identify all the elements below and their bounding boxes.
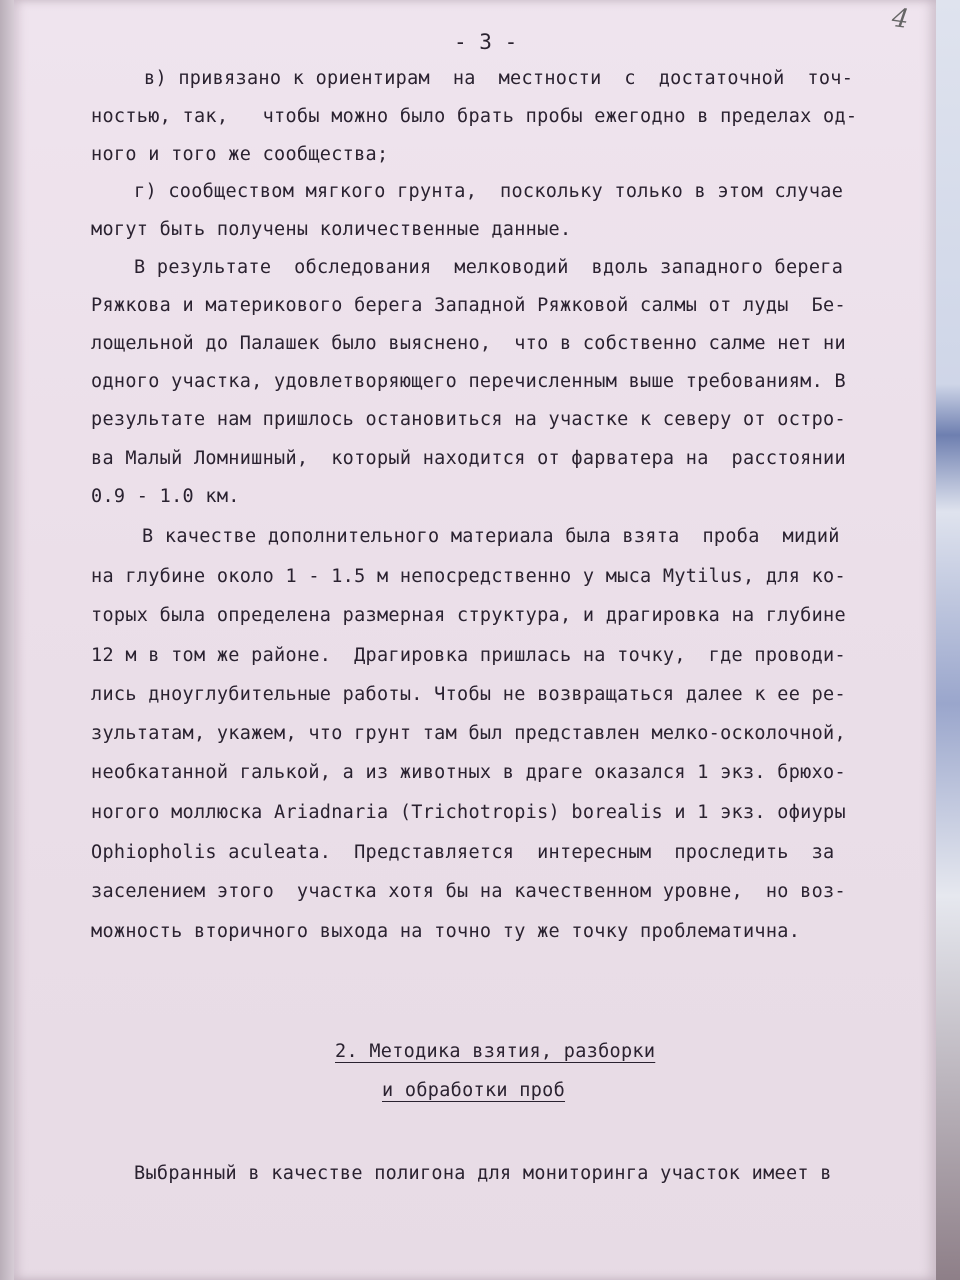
text-line: Выбранный в качестве полигона для мониторинга участок имеет в: [134, 1163, 832, 1184]
document-page: [14, 0, 936, 1280]
text-line: В качестве дополнительного материала была взята проба мидий: [142, 526, 840, 547]
text-line: на глубине около 1 - 1.5 м непосредственно у мыса Mytilus, для ко-: [91, 566, 846, 587]
text-line: в) привязано к ориентирам на местности с достаточной точ-: [144, 68, 854, 89]
text-line: 12 м в том же районе. Драгировка пришлась на точку, где проводи-: [91, 645, 846, 666]
page-number: - 3 -: [454, 30, 518, 54]
text-line: необкатанной галькой, а из животных в драге оказался 1 экз. брюхо-: [91, 762, 846, 783]
text-line: могут быть получены количественные данные.: [91, 219, 572, 240]
text-line: одного участка, удовлетворяющего перечисленным выше требованиям. В: [91, 371, 846, 392]
text-line: Ряжкова и материкового берега Западной Ряжковой салмы от луды Бе-: [91, 295, 846, 316]
text-line: лощельной до Палашек было выяснено, что в собственно салме нет ни: [91, 333, 846, 354]
section-heading-line-2: и обработки проб: [382, 1080, 566, 1101]
text-line: В результате обследования мелководий вдоль западного берега: [134, 257, 844, 278]
text-line: торых была определена размерная структура, и драгировка на глубине: [91, 605, 846, 626]
text-line: зультатам, укажем, что грунт там был представлен мелко-осколочной,: [91, 723, 846, 744]
text-line: г) сообществом мягкого грунта, поскольку только в этом случае: [134, 181, 844, 202]
text-line: можность вторичного выхода на точно ту же точку проблематична.: [91, 921, 801, 942]
text-line: лись дноуглубительные работы. Чтобы не возвращаться далее к ее ре-: [91, 684, 846, 705]
text-line: ва Малый Ломнишный, который находится от фарватера на расстоянии: [91, 448, 846, 469]
handwritten-page-mark: 4: [889, 2, 911, 36]
text-line: ногого моллюска Ariadnaria (Trichotropis) borealis и 1 экз. офиуры: [91, 802, 846, 823]
text-line: ностью, так, чтобы можно было брать пробы ежегодно в пределах од-: [91, 106, 858, 127]
text-line: 0.9 - 1.0 км.: [91, 486, 240, 507]
text-line: заселением этого участка хотя бы на качественном уровне, но воз-: [91, 881, 846, 902]
text-line: Ophiopholis aculeata. Представляется интересным проследить за: [91, 842, 835, 863]
background-left: [0, 0, 14, 1280]
text-line: ного и того же сообщества;: [91, 144, 389, 165]
text-line: результате нам пришлось остановиться на участке к северу от остро-: [91, 409, 846, 430]
section-heading-line-1: 2. Методика взятия, разборки: [335, 1041, 656, 1062]
